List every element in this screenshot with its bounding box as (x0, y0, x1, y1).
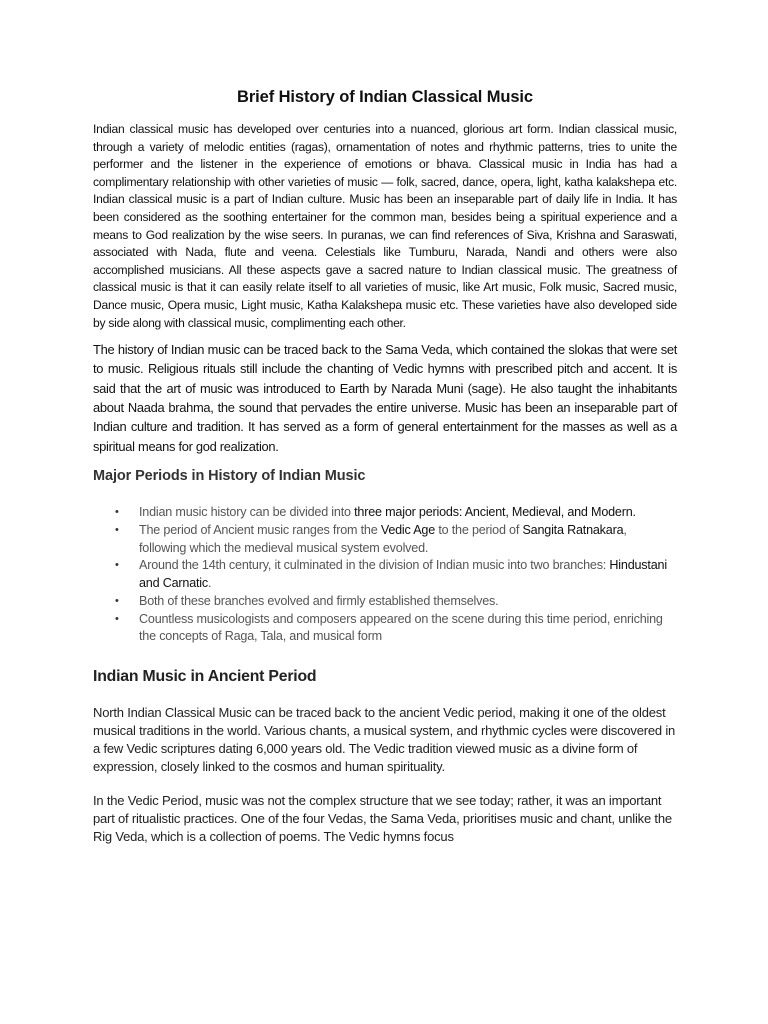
list-item (93, 557, 677, 593)
list-item (93, 504, 677, 522)
periods-list (93, 504, 677, 646)
intro-paragraph: Indian classical music has developed over centuries into a nuanced, glorious art form. Indian classical music, through a variety of melodic entities (ragas), ornamentation of notes and rhythmic patterns, tries to unite the performer and the listener in the experience of emotions or bhava. Classical music in India has had a complimentary relationship with other varieties of music — folk, sacred, dance, opera, light, katha kalakshepa etc. Indian classical music is a part of Indian culture. Music has been an inseparable part of daily life in India. It has been considered as the soothing entertainer for the common man, besides being a spiritual experience and a means to God realization by the wise seers. In puranas, we can find references of Siva, Krishna and Saraswati, associated with Nada, flute and veena. Celestials like Tumburu, Narada, Nandi and others were also accomplished musicians. All these aspects gave a sacred nature to Indian classical music. The greatness of classical music is that it can easily relate itself to all varieties of music, like Art music, Folk music, Sacred music, Dance music, Opera music, Light music, Katha Kalakshepa music etc. These varieties have also developed side by side along with classical music, complimenting each other. (93, 122, 677, 330)
ancient-paragraph-1: North Indian Classical Music can be traced back to the ancient Vedic period, making it one of the oldest musical traditions in the world. Various chants, a musical system, and rhythmic cycles were discovered in a few Vedic scriptures dating 6,000 years old. The Vedic tradition viewed music as a divine form of expression, closely linked to the cosmos and human spirituality. (93, 705, 676, 774)
bullet-text: Countless musicologists and composers appeared on the scene during this time period, enriching the concepts of Raga, Tala, and musical form (139, 611, 663, 644)
list-item (93, 522, 677, 558)
bullet-emphasis: Hindustani and Carnatic (139, 558, 667, 591)
bullet-text: to the period of (435, 522, 523, 537)
document-page (93, 88, 677, 863)
list-item (93, 611, 677, 647)
bullet-text: The period of Ancient music ranges from the (139, 522, 381, 537)
bullet-text: , following which the medieval musical system evolved. (139, 522, 627, 555)
bullet-icon: • (115, 505, 119, 518)
bullet-emphasis: Vedic Age (380, 522, 436, 537)
periods-heading: Major Periods in History of Indian Music (93, 467, 366, 484)
ancient-paragraph-2: In the Vedic Period, music was not the complex structure that we see today; rather, it was an important part of ritualistic practices. One of the four Vedas, the Sama Veda, prioritises music and chant, unlike the Rig Veda, which is a collection of poems. The Vedic hymns focus (93, 793, 672, 845)
document-title: Brief History of Indian Classical Music (237, 88, 533, 106)
history-paragraph: The history of Indian music can be traced back to the Sama Veda, which contained the slokas that were set to music. Religious rituals still include the chanting of Vedic hymns with prescribed pitch and accent. It is said that the art of music was introduced to Earth by Narada Muni (sage). He also taught the inhabitants about Naada brahma, the sound that pervades the entire universe. Music has been an inseparable part of Indian culture and tradition. It has served as a form of general entertainment for the masses as well as a spiritual means for god realization. (93, 342, 677, 454)
bullet-icon: • (115, 559, 119, 572)
bullet-icon: • (115, 612, 119, 625)
bullet-text: Both of these branches evolved and firmly established themselves. (139, 593, 499, 608)
bullet-text: . (208, 576, 212, 591)
bullet-emphasis: three major periods: Ancient, Medieval, and Modern. (354, 504, 636, 519)
bullet-text: Indian music history can be divided into (139, 504, 355, 519)
bullet-icon: • (115, 523, 119, 536)
bullet-icon: • (115, 594, 119, 607)
ancient-period-heading: Indian Music in Ancient Period (93, 668, 317, 686)
bullet-emphasis: Sangita Ratnakara (522, 522, 624, 537)
list-item (93, 593, 677, 611)
bullet-text: Around the 14th century, it culminated in the division of Indian music into two branches: (139, 558, 610, 573)
